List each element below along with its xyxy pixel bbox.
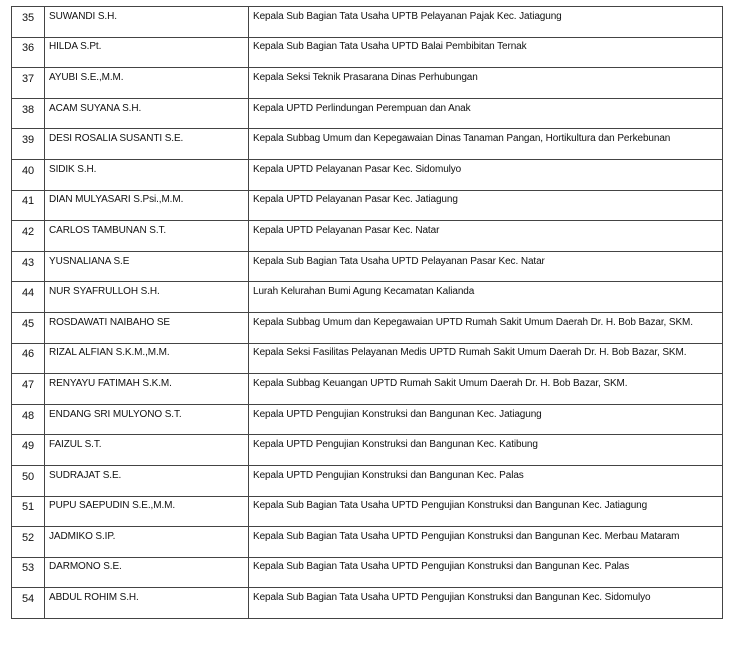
position-title: Kepala Subbag Umum dan Kepegawaian UPTD Rumah Sakit Umum Daerah Dr. H. Bob Bazar, SKM. bbox=[253, 316, 693, 328]
row-number: 47 bbox=[21, 378, 35, 391]
row-number-cell bbox=[12, 190, 45, 221]
employee-name-cell bbox=[45, 282, 249, 313]
row-number: 41 bbox=[21, 195, 35, 208]
employee-name-cell bbox=[45, 312, 249, 343]
row-number-cell bbox=[12, 98, 45, 129]
row-number-cell bbox=[12, 7, 45, 38]
employee-name: NUR SYAFRULLOH S.H. bbox=[49, 286, 160, 298]
personnel-table bbox=[11, 6, 723, 619]
employee-name: CARLOS TAMBUNAN S.T. bbox=[49, 224, 167, 236]
position-title-cell bbox=[249, 68, 723, 99]
row-number-cell bbox=[12, 496, 45, 527]
table-row bbox=[12, 557, 723, 588]
employee-name: SUDRAJAT S.E. bbox=[49, 469, 122, 481]
employee-name-cell bbox=[45, 496, 249, 527]
position-title: Kepala Subbag Keuangan UPTD Rumah Sakit Umum Daerah Dr. H. Bob Bazar, SKM. bbox=[253, 377, 628, 389]
employee-name-cell bbox=[45, 343, 249, 374]
position-title-cell bbox=[249, 527, 723, 558]
position-title-cell bbox=[249, 557, 723, 588]
employee-name: ACAM SUYANA S.H. bbox=[49, 102, 142, 114]
employee-name-cell bbox=[45, 129, 249, 160]
position-title: Kepala Sub Bagian Tata Usaha UPTD Balai Pembibitan Ternak bbox=[253, 41, 527, 53]
row-number-cell bbox=[12, 129, 45, 160]
position-title-cell bbox=[249, 129, 723, 160]
employee-name-cell bbox=[45, 221, 249, 252]
employee-name-cell bbox=[45, 251, 249, 282]
row-number-cell bbox=[12, 557, 45, 588]
position-title: Kepala UPTD Pengujian Konstruksi dan Bangunan Kec. Palas bbox=[253, 469, 524, 481]
position-title-cell bbox=[249, 374, 723, 405]
position-title: Kepala Sub Bagian Tata Usaha UPTD Pengujian Konstruksi dan Bangunan Kec. Merbau Mataram bbox=[253, 530, 680, 542]
position-title-cell bbox=[249, 312, 723, 343]
row-number-cell bbox=[12, 251, 45, 282]
employee-name-cell bbox=[45, 68, 249, 99]
row-number: 45 bbox=[21, 317, 35, 330]
position-title: Lurah Kelurahan Bumi Agung Kecamatan Kalianda bbox=[253, 286, 475, 298]
row-number: 40 bbox=[21, 164, 35, 177]
row-number-cell bbox=[12, 588, 45, 619]
position-title: Kepala UPTD Perlindungan Perempuan dan Anak bbox=[253, 102, 471, 114]
employee-name: HILDA S.Pt. bbox=[49, 41, 102, 53]
employee-name-cell bbox=[45, 374, 249, 405]
position-title: Kepala Sub Bagian Tata Usaha UPTD Pengujian Konstruksi dan Bangunan Kec. Palas bbox=[253, 561, 630, 573]
table-row bbox=[12, 527, 723, 558]
table-row bbox=[12, 312, 723, 343]
row-number: 50 bbox=[21, 470, 35, 483]
position-title: Kepala Sub Bagian Tata Usaha UPTD Pengujian Konstruksi dan Bangunan Kec. Jatiagung bbox=[253, 500, 648, 512]
position-title: Kepala Subbag Umum dan Kepegawaian Dinas Tanaman Pangan, Hortikultura dan Perkebunan bbox=[253, 133, 671, 145]
employee-name: DARMONO S.E. bbox=[49, 561, 122, 573]
position-title: Kepala Sub Bagian Tata Usaha UPTD Pelayanan Pasar Kec. Natar bbox=[253, 255, 545, 267]
row-number: 49 bbox=[21, 440, 35, 453]
position-title-cell bbox=[249, 37, 723, 68]
position-title-cell bbox=[249, 98, 723, 129]
table-row bbox=[12, 465, 723, 496]
employee-name: DIAN MULYASARI S.Psi.,M.M. bbox=[49, 194, 184, 206]
row-number-cell bbox=[12, 527, 45, 558]
row-number: 42 bbox=[21, 225, 35, 238]
employee-name-cell bbox=[45, 98, 249, 129]
row-number-cell bbox=[12, 37, 45, 68]
table-row bbox=[12, 374, 723, 405]
employee-name-cell bbox=[45, 465, 249, 496]
position-title: Kepala Sub Bagian Tata Usaha UPTB Pelayanan Pajak Kec. Jatiagung bbox=[253, 10, 562, 22]
row-number: 36 bbox=[21, 42, 35, 55]
employee-name: YUSNALIANA S.E bbox=[49, 255, 130, 267]
table-row bbox=[12, 496, 723, 527]
table-row bbox=[12, 159, 723, 190]
table-row bbox=[12, 404, 723, 435]
table-row bbox=[12, 343, 723, 374]
position-title: Kepala Seksi Teknik Prasarana Dinas Perhubungan bbox=[253, 71, 478, 83]
table-row bbox=[12, 435, 723, 466]
employee-name-cell bbox=[45, 527, 249, 558]
row-number-cell bbox=[12, 435, 45, 466]
row-number: 53 bbox=[21, 562, 35, 575]
employee-name: FAIZUL S.T. bbox=[49, 439, 102, 451]
position-title: Kepala Sub Bagian Tata Usaha UPTD Pengujian Konstruksi dan Bangunan Kec. Sidomulyo bbox=[253, 592, 651, 604]
position-title-cell bbox=[249, 159, 723, 190]
employee-name-cell bbox=[45, 7, 249, 38]
employee-name: SUWANDI S.H. bbox=[49, 10, 117, 22]
row-number-cell bbox=[12, 282, 45, 313]
row-number: 54 bbox=[21, 593, 35, 606]
employee-name: RENYAYU FATIMAH S.K.M. bbox=[49, 377, 172, 389]
row-number-cell bbox=[12, 312, 45, 343]
position-title-cell bbox=[249, 404, 723, 435]
employee-name-cell bbox=[45, 190, 249, 221]
row-number-cell bbox=[12, 68, 45, 99]
position-title: Kepala Seksi Fasilitas Pelayanan Medis UPTD Rumah Sakit Umum Daerah Dr. H. Bob Bazar, SKM. bbox=[253, 347, 687, 359]
position-title: Kepala UPTD Pelayanan Pasar Kec. Natar bbox=[253, 224, 440, 236]
employee-name-cell bbox=[45, 159, 249, 190]
row-number-cell bbox=[12, 343, 45, 374]
row-number-cell bbox=[12, 221, 45, 252]
row-number: 35 bbox=[21, 11, 35, 24]
employee-name: AYUBI S.E.,M.M. bbox=[49, 71, 124, 83]
employee-name-cell bbox=[45, 37, 249, 68]
employee-name: ABDUL ROHIM S.H. bbox=[49, 592, 139, 604]
table-row bbox=[12, 588, 723, 619]
row-number-cell bbox=[12, 404, 45, 435]
position-title: Kepala UPTD Pelayanan Pasar Kec. Jatiagung bbox=[253, 194, 458, 206]
row-number: 44 bbox=[21, 287, 35, 300]
table-row bbox=[12, 7, 723, 38]
position-title: Kepala UPTD Pengujian Konstruksi dan Bangunan Kec. Katibung bbox=[253, 439, 538, 451]
position-title-cell bbox=[249, 251, 723, 282]
row-number-cell bbox=[12, 159, 45, 190]
row-number: 43 bbox=[21, 256, 35, 269]
table-row bbox=[12, 282, 723, 313]
table-row bbox=[12, 190, 723, 221]
position-title-cell bbox=[249, 282, 723, 313]
row-number: 39 bbox=[21, 134, 35, 147]
employee-name-cell bbox=[45, 435, 249, 466]
position-title-cell bbox=[249, 435, 723, 466]
position-title-cell bbox=[249, 343, 723, 374]
row-number-cell bbox=[12, 465, 45, 496]
row-number: 37 bbox=[21, 72, 35, 85]
employee-name-cell bbox=[45, 404, 249, 435]
row-number: 48 bbox=[21, 409, 35, 422]
employee-name: PUPU SAEPUDIN S.E.,M.M. bbox=[49, 500, 176, 512]
row-number: 52 bbox=[21, 531, 35, 544]
employee-name: RIZAL ALFIAN S.K.M.,M.M. bbox=[49, 347, 170, 359]
position-title: Kepala UPTD Pelayanan Pasar Kec. Sidomulyo bbox=[253, 163, 462, 175]
employee-name: ENDANG SRI MULYONO S.T. bbox=[49, 408, 182, 420]
personnel-table-body bbox=[12, 7, 723, 619]
row-number: 38 bbox=[21, 103, 35, 116]
employee-name: DESI ROSALIA SUSANTI S.E. bbox=[49, 133, 184, 145]
position-title-cell bbox=[249, 465, 723, 496]
table-row bbox=[12, 221, 723, 252]
position-title: Kepala UPTD Pengujian Konstruksi dan Bangunan Kec. Jatiagung bbox=[253, 408, 542, 420]
employee-name-cell bbox=[45, 557, 249, 588]
employee-name: SIDIK S.H. bbox=[49, 163, 97, 175]
table-row bbox=[12, 68, 723, 99]
position-title-cell bbox=[249, 7, 723, 38]
row-number: 51 bbox=[21, 501, 35, 514]
table-row bbox=[12, 251, 723, 282]
table-row bbox=[12, 37, 723, 68]
position-title-cell bbox=[249, 190, 723, 221]
employee-name-cell bbox=[45, 588, 249, 619]
employee-name: JADMIKO S.IP. bbox=[49, 530, 116, 542]
table-row bbox=[12, 98, 723, 129]
table-row bbox=[12, 129, 723, 160]
position-title-cell bbox=[249, 588, 723, 619]
row-number: 46 bbox=[21, 348, 35, 361]
position-title-cell bbox=[249, 221, 723, 252]
position-title-cell bbox=[249, 496, 723, 527]
employee-name: ROSDAWATI NAIBAHO SE bbox=[49, 316, 170, 328]
row-number-cell bbox=[12, 374, 45, 405]
